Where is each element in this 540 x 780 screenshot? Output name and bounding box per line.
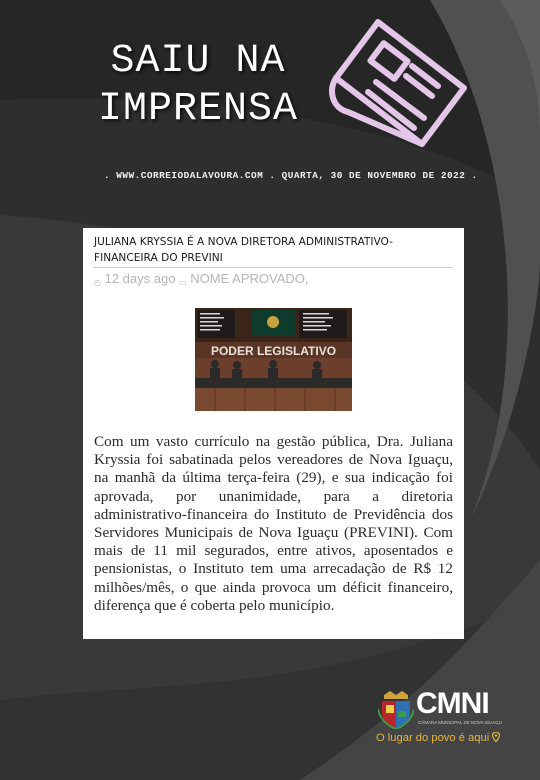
- article-card: [83, 228, 464, 639]
- map-pin-icon: [492, 732, 500, 742]
- page-headline: [58, 38, 338, 134]
- title-divider: [93, 267, 453, 268]
- article-body: Com um vasto currículo na gestão pública, Dra. Juliana Kryssia foi sabatinada pelos vereadores de Nova Iguaçu, na manhã da última terça-feira (29), e sua indicação foi aprovada, por unanimidade, para a diretoria administrativo-financeira do Instituto de Previdência dos Servidores Municipais de Nova Iguaçu (PREVINI). Com mais de 11 mil segurados, entre ativos, aposentados e pensionistas, o Instituto tem uma arrecadação de R$ 12 milhões/mês, o que ainda provoca um déficit financeiro, diferença que é coberta pelo município.: [94, 433, 453, 614]
- time-ago: 12 days ago: [104, 271, 176, 286]
- article-title[interactable]: JULIANA KRYSSIA É A NOVA DIRETORA ADMINISTRATIVO-FINANCEIRA DO PREVINI: [94, 236, 393, 264]
- article-photo: [195, 308, 352, 411]
- cmni-logo[interactable]: [376, 686, 506, 750]
- tagline: [376, 732, 500, 744]
- article-meta: [94, 271, 309, 287]
- headline-line-1: SAIU NA: [110, 39, 286, 84]
- clock-icon: ◴: [94, 278, 101, 287]
- coat-of-arms-icon: [378, 689, 414, 729]
- headline-line-2: IMPRENSA: [97, 87, 299, 132]
- dateline: . WWW.CORREIODALAVOURA.COM . QUARTA, 30 DE NOVEMBRO DE 2022 .: [104, 170, 478, 181]
- logo-wordmark: CMNI: [416, 687, 489, 720]
- folder-icon: ▭: [179, 278, 187, 287]
- tagline-text: O lugar do povo é aqui: [376, 732, 490, 744]
- logo-subtext: CÂMARA MUNICIPAL DE NOVA IGUAÇU: [418, 720, 502, 725]
- photo-banner-text: PODER LEGISLATIVO: [210, 344, 337, 358]
- newspaper-icon: [326, 16, 468, 150]
- category-link[interactable]: NOME APROVADO,: [190, 271, 309, 286]
